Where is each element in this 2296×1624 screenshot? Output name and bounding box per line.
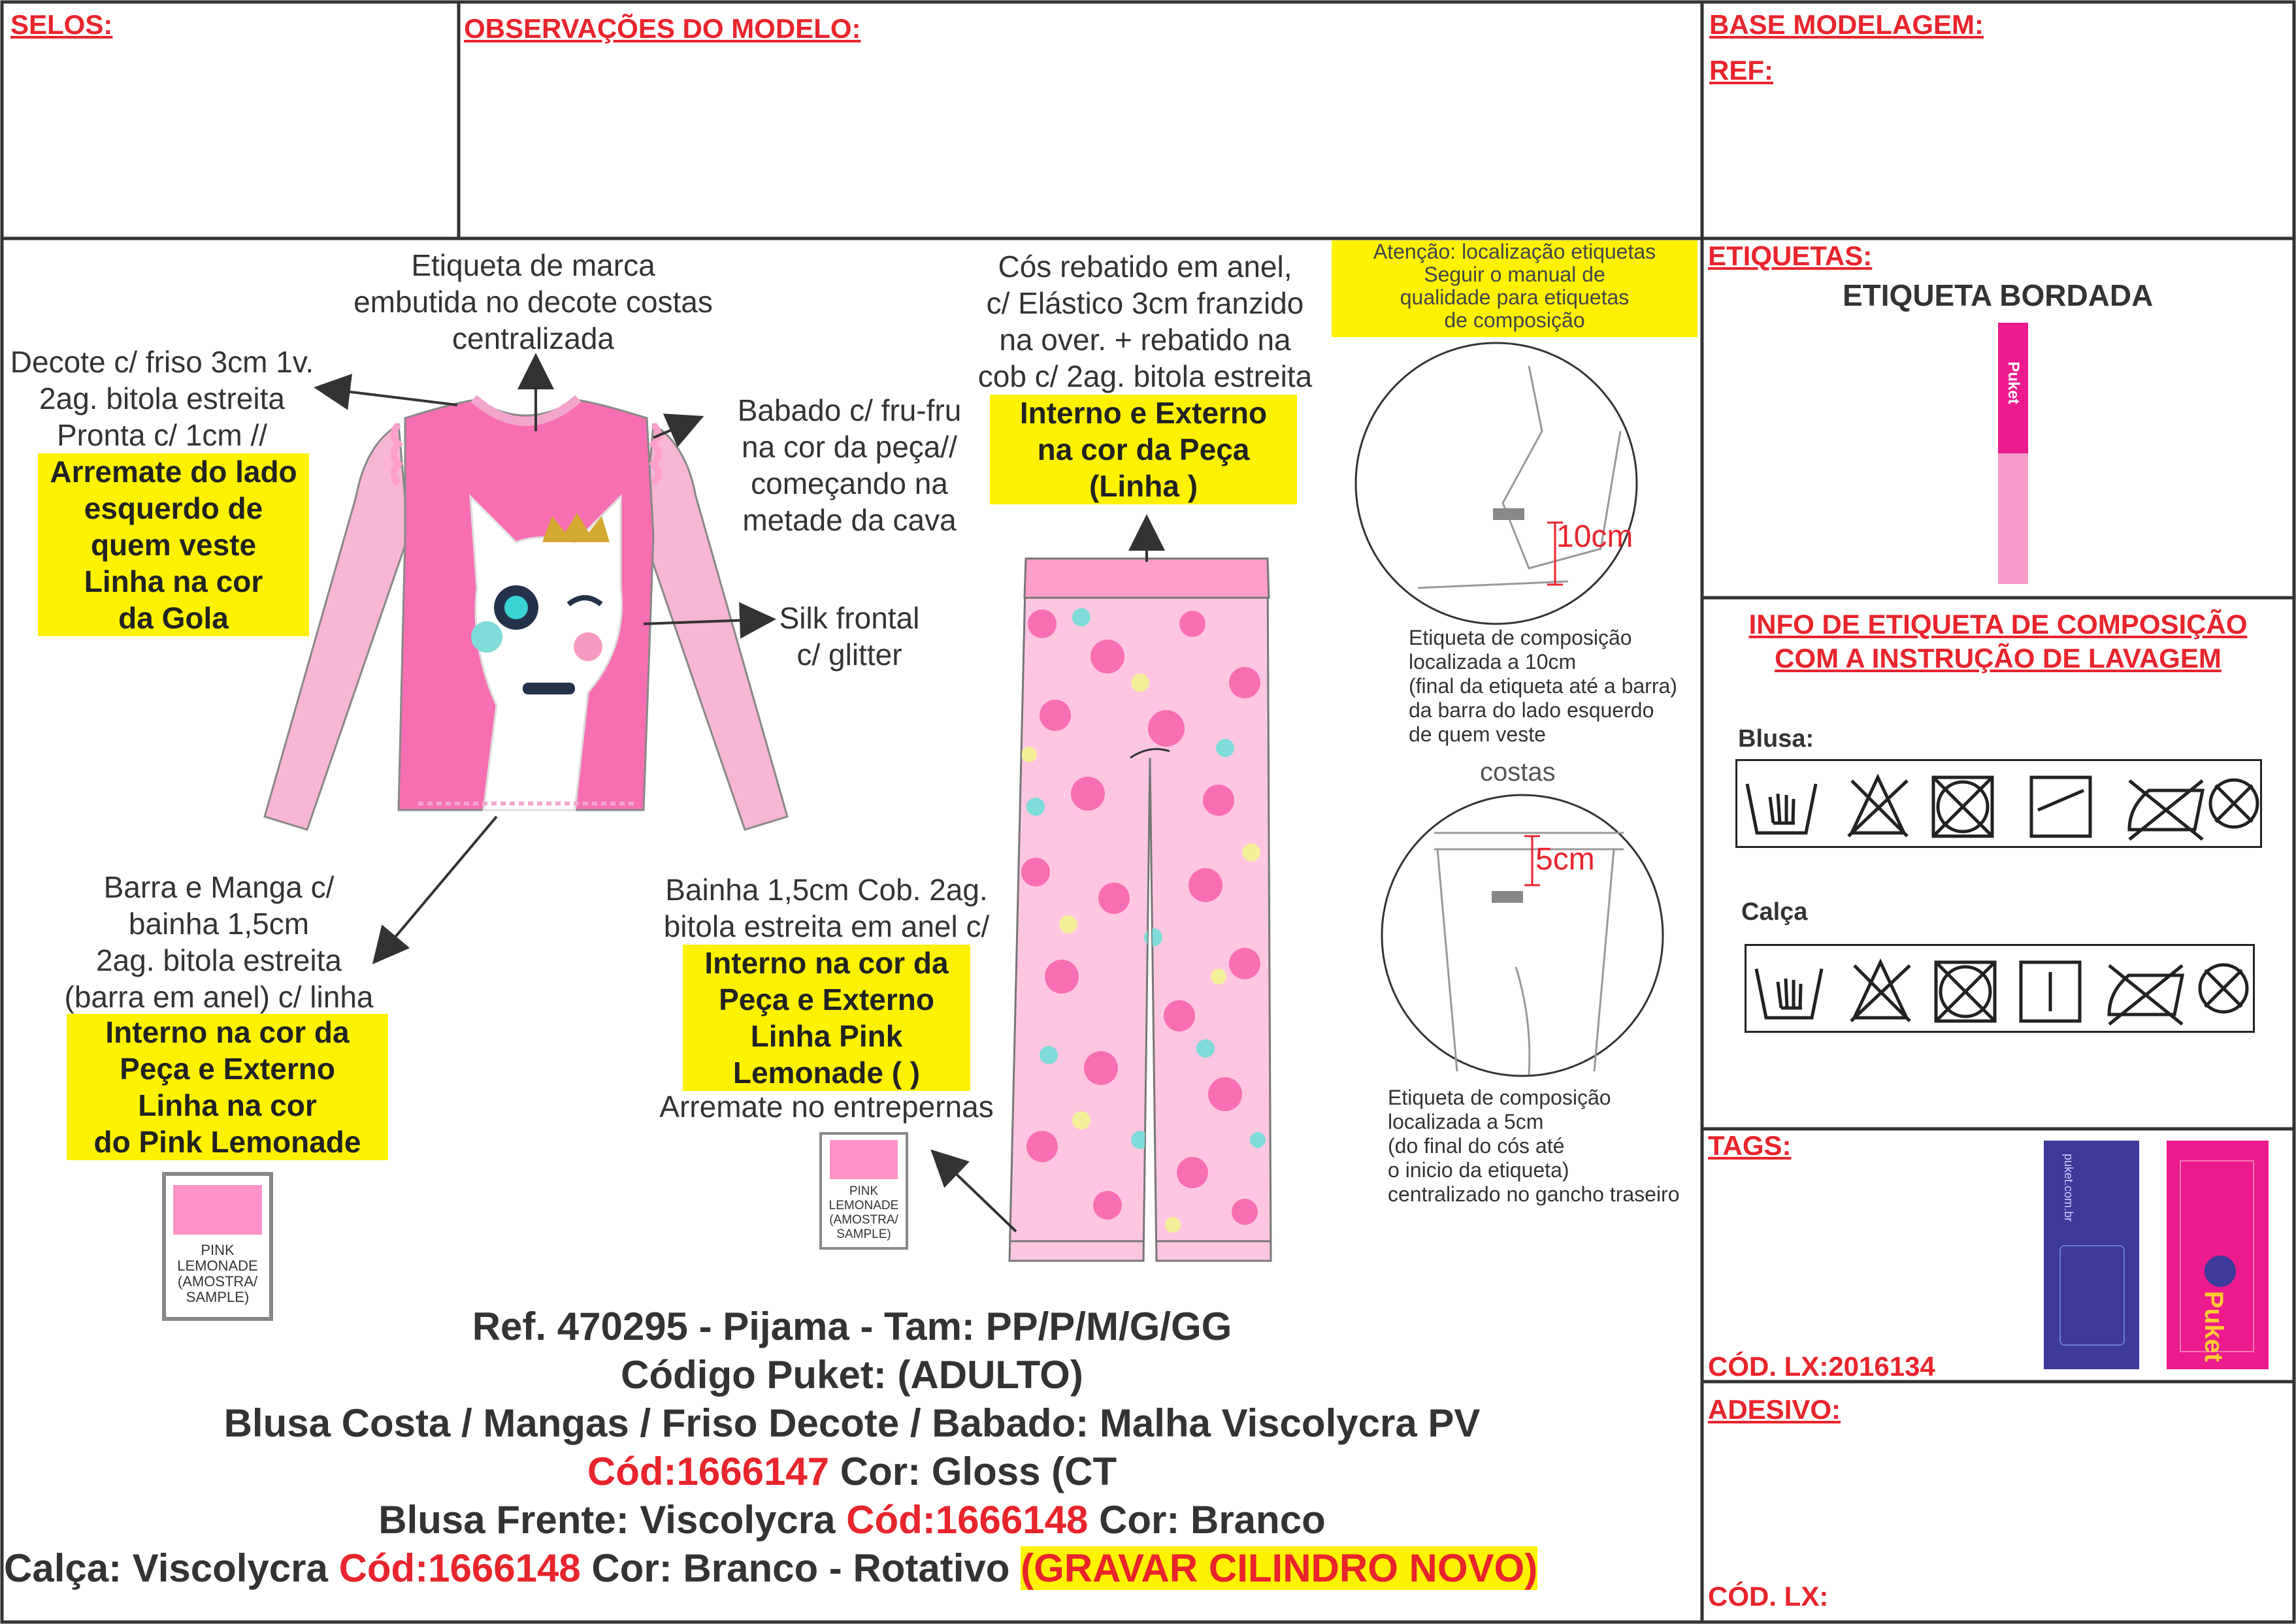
care-icons — [1737, 761, 2260, 846]
callout-cos-highlight: Interno e Externo na cor da Peça (Linha ) — [990, 395, 1297, 504]
measure-5cm: 5cm — [1535, 842, 1595, 877]
label-tag-top — [1493, 508, 1524, 520]
swatch-color — [173, 1185, 262, 1235]
cod-lx-adesivo: CÓD. LX: — [1708, 1581, 1829, 1612]
footer-cod-gloss: Cód:1666147 Cor: Gloss (CT — [587, 1450, 1117, 1493]
etiqueta-bordada-title: ETIQUETA BORDADA — [1843, 278, 2154, 312]
callout-babado: Babado c/ fru-fru na cor da peça// começando na metade da cava — [737, 393, 962, 537]
costas-label: costas — [1480, 758, 1556, 787]
callout-cos: Cós rebatido em anel, c/ Elástico 3cm franzido na over. + rebatido na cob c/ 2ag. bitola estreita — [977, 250, 1313, 393]
footer-calca: Calça: Viscolycra Cód:1666148 Cor: Branco - Rotativo (GRAVAR CILINDRO NOVO) — [4, 1546, 1538, 1590]
brand-label-bottom — [1998, 453, 2028, 584]
label-position-bottom — [1382, 795, 1663, 1076]
base-modelagem-label: BASE MODELAGEM: — [1709, 9, 1984, 40]
pink-lemonade-swatch-pants: PINK LEMONADE (AMOSTRA/ SAMPLE) — [819, 1132, 908, 1250]
observacoes-label: OBSERVAÇÕES DO MODELO: — [464, 13, 861, 44]
callout-silk: Silk frontal c/ glitter — [779, 601, 920, 672]
footer-blusa-frente: Blusa Frente: Viscolycra Cód:1666148 Cor: Branco — [378, 1498, 1326, 1542]
label-bottom-text: Etiqueta de composição localizada a 5cm (do final do cós até o inicio da etiqueta) centralizado no gancho traseiro — [1388, 1086, 1680, 1206]
wash-hand-icon — [1747, 784, 1816, 833]
pants-heart-pattern — [1009, 598, 1271, 1241]
label-position-top — [1356, 343, 1637, 624]
calca-label: Calça — [1741, 898, 1808, 926]
attention-box: Atenção: localização etiquetas Seguir o manual de qualidade para etiquetas de composição — [1332, 240, 1697, 337]
footer-codigo: Código Puket: (ADULTO) — [621, 1353, 1083, 1397]
info-title-line1: INFO DE ETIQUETA DE COMPOSIÇÃO — [1748, 609, 2248, 640]
cod-lx-tags: CÓD. LX:2016134 — [1708, 1351, 1935, 1382]
callout-bainha: Bainha 1,5cm Cob. 2ag. bitola estreita em anel c/ — [663, 873, 990, 943]
brand-label-text: Puket — [2005, 361, 2022, 404]
callout-decote: Decote c/ friso 3cm 1v. 2ag. bitola estreita Pronta c/ 1cm // — [10, 345, 314, 452]
tag-brand-text: Puket — [2199, 1291, 2228, 1362]
tag-purple — [2044, 1141, 2139, 1369]
label-tag-bottom — [1492, 891, 1523, 903]
no-dry-clean-icon — [2208, 761, 2260, 846]
tag-site-text: puket.com.br — [2062, 1154, 2075, 1222]
puket-logo-icon — [2205, 1256, 2236, 1287]
callout-decote-highlight: Arremate do lado esquerdo de quem veste Linha na cor da Gola — [38, 453, 309, 636]
measure-10cm: 10cm — [1556, 519, 1633, 554]
selos-label: SELOS: — [10, 9, 113, 40]
blusa-label: Blusa: — [1738, 725, 1814, 753]
footer-ref: Ref. 470295 - Pijama - Tam: PP/P/M/G/GG — [472, 1305, 1232, 1348]
brand-label-top — [1998, 323, 2028, 453]
calca-care-symbols — [1745, 944, 2255, 1033]
info-title-line2: COM A INSTRUÇÃO DE LAVAGEM — [1775, 643, 2222, 674]
pink-lemonade-swatch-shirt: PINK LEMONADE (AMOSTRA/ SAMPLE) — [162, 1172, 273, 1321]
tag-pink — [2167, 1141, 2269, 1369]
tag-window — [2059, 1245, 2125, 1346]
no-iron-icon — [2129, 781, 2203, 839]
label-top-text: Etiqueta de composição localizada a 10cm (final da etiqueta até a barra) da barra do lado esquerdo de quem veste — [1409, 626, 1677, 746]
tags-label: TAGS: — [1708, 1130, 1792, 1161]
callout-arremate: Arremate no entrepernas — [659, 1090, 994, 1124]
line-dry-icon — [2031, 777, 2090, 836]
etiquetas-label: ETIQUETAS: — [1708, 240, 1873, 271]
callout-bainha-highlight: Interno na cor da Peça e Externo Linha Pink Lemonade ( ) — [683, 945, 970, 1091]
ref-label: REF: — [1709, 55, 1773, 86]
care-icons-calca — [1747, 946, 2253, 1031]
callout-etiqueta-marca: Etiqueta de marca embutida no decote costas centralizada — [353, 248, 713, 355]
no-bleach-icon — [1848, 777, 1907, 836]
info-etiqueta-title — [1702, 608, 2294, 675]
footer-blusa-costa: Blusa Costa / Mangas / Friso Decote / Babado: Malha Viscolycra PV — [223, 1401, 1481, 1445]
callout-barra-highlight: Interno na cor da Peça e Externo Linha na cor do Pink Lemonade — [67, 1014, 388, 1160]
swatch-color — [830, 1140, 898, 1179]
callout-barra: Barra e Manga c/ bainha 1,5cm 2ag. bitola estreita (barra em anel) c/ linha — [64, 870, 374, 1014]
blusa-care-symbols — [1735, 759, 2262, 848]
adesivo-label: ADESIVO: — [1708, 1394, 1841, 1425]
